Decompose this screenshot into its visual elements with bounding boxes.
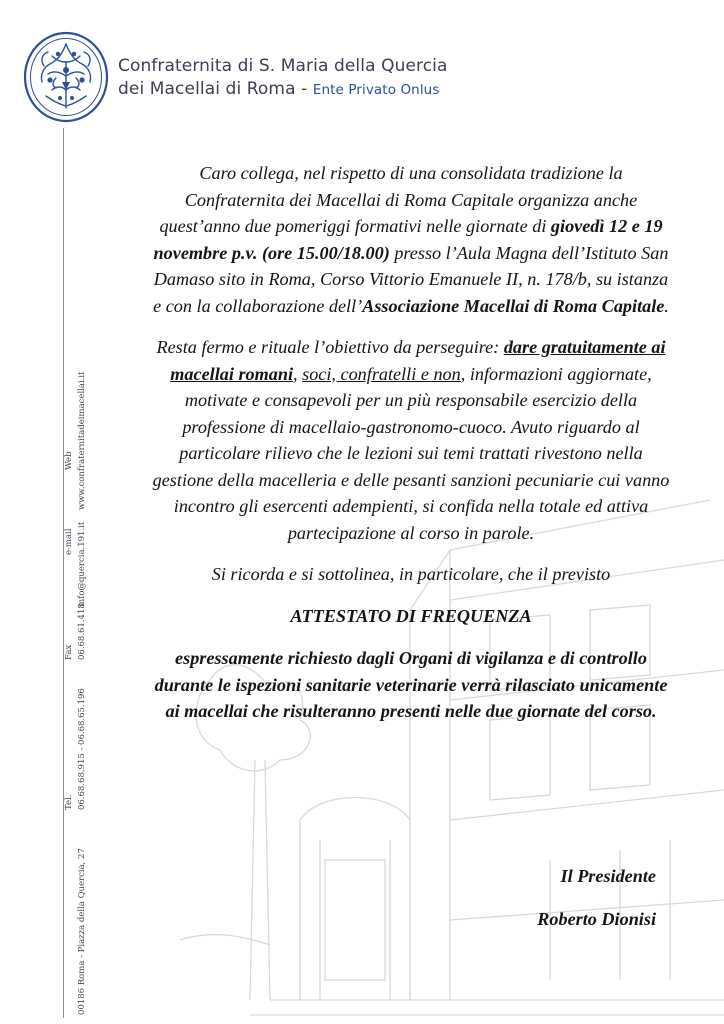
paragraph-intro [150, 160, 672, 319]
event-dates: giovedì 12 e 19 novembre p.v. (ore 15.00/18.00) [153, 216, 663, 263]
association-name: Associazione Macellai di Roma Capitale [362, 295, 665, 316]
objective-audience: soci, confratelli e non [302, 363, 461, 384]
certificate-heading: ATTESTATO DI FREQUENZA [290, 605, 532, 626]
objective-text-b: , [293, 363, 303, 384]
paragraph-reminder: Si ricorda e si sottolinea, in particolare, che il previsto [211, 564, 611, 584]
address-text: 00186 Roma - Piazza della Quercia, 27 [77, 848, 87, 1015]
objective-highlight: dare gratuitamente ai macellai romani [170, 337, 666, 384]
intro-text-c: . [664, 295, 669, 316]
paragraph-certificate: espressamente richiesto dagli Organi di vigilanza e di controllo durante le ispezioni sanitarie veterinarie verrà rilasciato unicamente ai macellai che risulteranno presenti nelle due giornate del corso. [154, 648, 668, 721]
intro-text-a: Caro collega, nel rispetto di una consolidata tradizione la Confraternita dei Macellai di Roma Capitale organizza anche quest’anno due pomeriggi formativi nelle giornate di [159, 163, 638, 236]
org-status: Ente Privato Onlus [312, 82, 440, 98]
organization-name [118, 55, 448, 102]
objective-text-a: Resta fermo e rituale l’obiettivo da perseguire: [156, 337, 504, 357]
contact-sidebar [64, 315, 88, 1015]
fax-number: 06.68.61.418 [77, 603, 87, 660]
org-line2 [118, 78, 448, 102]
email-address: info@quercia.191.it [77, 521, 87, 607]
signature-name: Roberto Dionisi [537, 909, 656, 929]
oak-emblem-seal-icon [22, 30, 110, 124]
org-line2-main: dei Macellai di Roma - [118, 79, 308, 99]
signature-title: Il Presidente [560, 866, 656, 886]
org-line1: Confraternita di S. Maria della Quercia [118, 56, 448, 76]
letter-body [150, 160, 672, 725]
web-label: Web [64, 451, 74, 470]
web-address: www.confraternitadeimacellai.it [77, 371, 87, 510]
tel-label: Tel. [64, 794, 74, 810]
tel-numbers: 06.68.68.915 - 06.68.65.196 [77, 688, 87, 810]
email-label: e-mail [64, 528, 74, 555]
intro-text-b: presso l’Aula Magna dell’Istituto San Damaso sito in Roma, Corso Vittorio Emanuele II, n. 178/b, su istanza e con la collaborazione dell’ [153, 242, 669, 316]
fax-label: Fax [64, 644, 74, 660]
objective-text-c: , informazioni aggiornate, motivate e consapevoli per un più responsabile esercizio della professione di macellaio-gastronomo-cuoco. Avuto riguardo al particolare rilievo che le lezioni sui temi trattati rivestono nella gestione della macelleria e delle pesanti sanzioni pecuniarie cui vanno incontro gli esercenti adempienti, si confida nella totale ed attiva partecipazione al corso in parole. [152, 363, 670, 543]
paragraph-objective [150, 334, 672, 546]
